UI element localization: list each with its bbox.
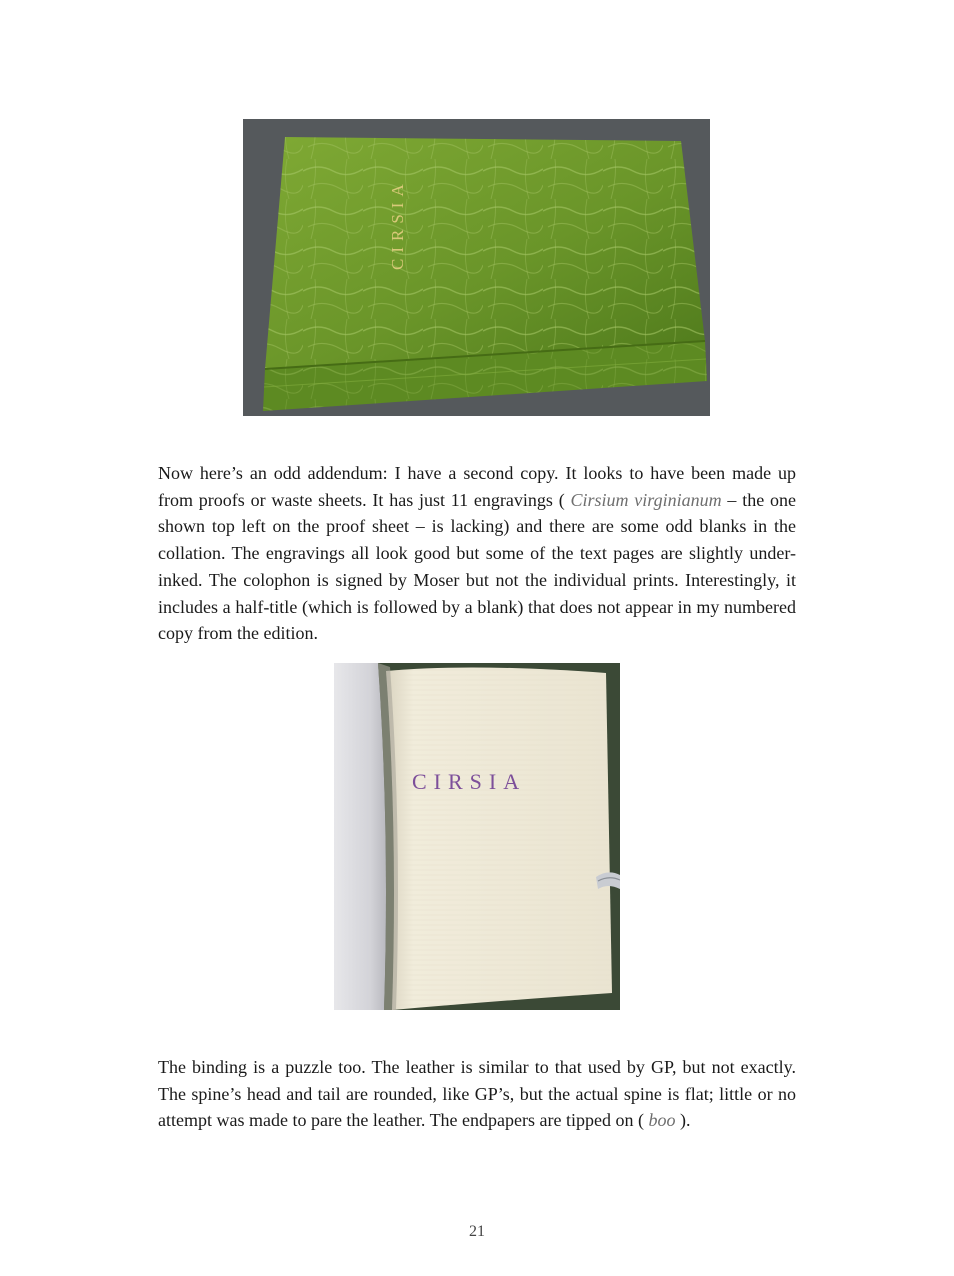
paragraph-text: Now here’s an odd addendum: I have a second copy. It looks to have been made up from proofs or waste sheets. It has just 11 engravings (	[158, 463, 796, 510]
paragraph-text: – the one shown top left on the proof sheet – is lacking) and there are some odd blanks in the collation. The engravings all look good but some of the text pages are slightly under-inked. The colophon is signed by Moser but not the individual prints. Interestingly, it includes a half-title (which is followed by a blank) that does not appear in my numbered copy from the edition.	[158, 489, 796, 644]
book-cover-illustration	[243, 119, 710, 416]
paragraph-text: The binding is a puzzle too. The leather is similar to that used by GP, but not exactly. The spine’s head and tail are rounded, like GP’s, but the actual spine is flat; little or no attempt was made to pare the leather. The endpapers are tipped on (	[158, 1057, 796, 1131]
cover-title: CIRSIA	[388, 178, 407, 270]
half-title-photo	[334, 663, 620, 1010]
paragraph-addendum	[158, 460, 796, 647]
book-cover-photo	[243, 119, 710, 416]
open-book-illustration	[334, 663, 620, 1010]
page-number: 21	[469, 1223, 485, 1240]
paragraph-binding	[158, 1054, 796, 1134]
half-title-text: CIRSIA	[412, 769, 527, 794]
species-name: Cirsium virginianum	[570, 489, 722, 510]
inline-italic: boo	[648, 1110, 676, 1131]
paragraph-text: ).	[675, 1110, 691, 1131]
